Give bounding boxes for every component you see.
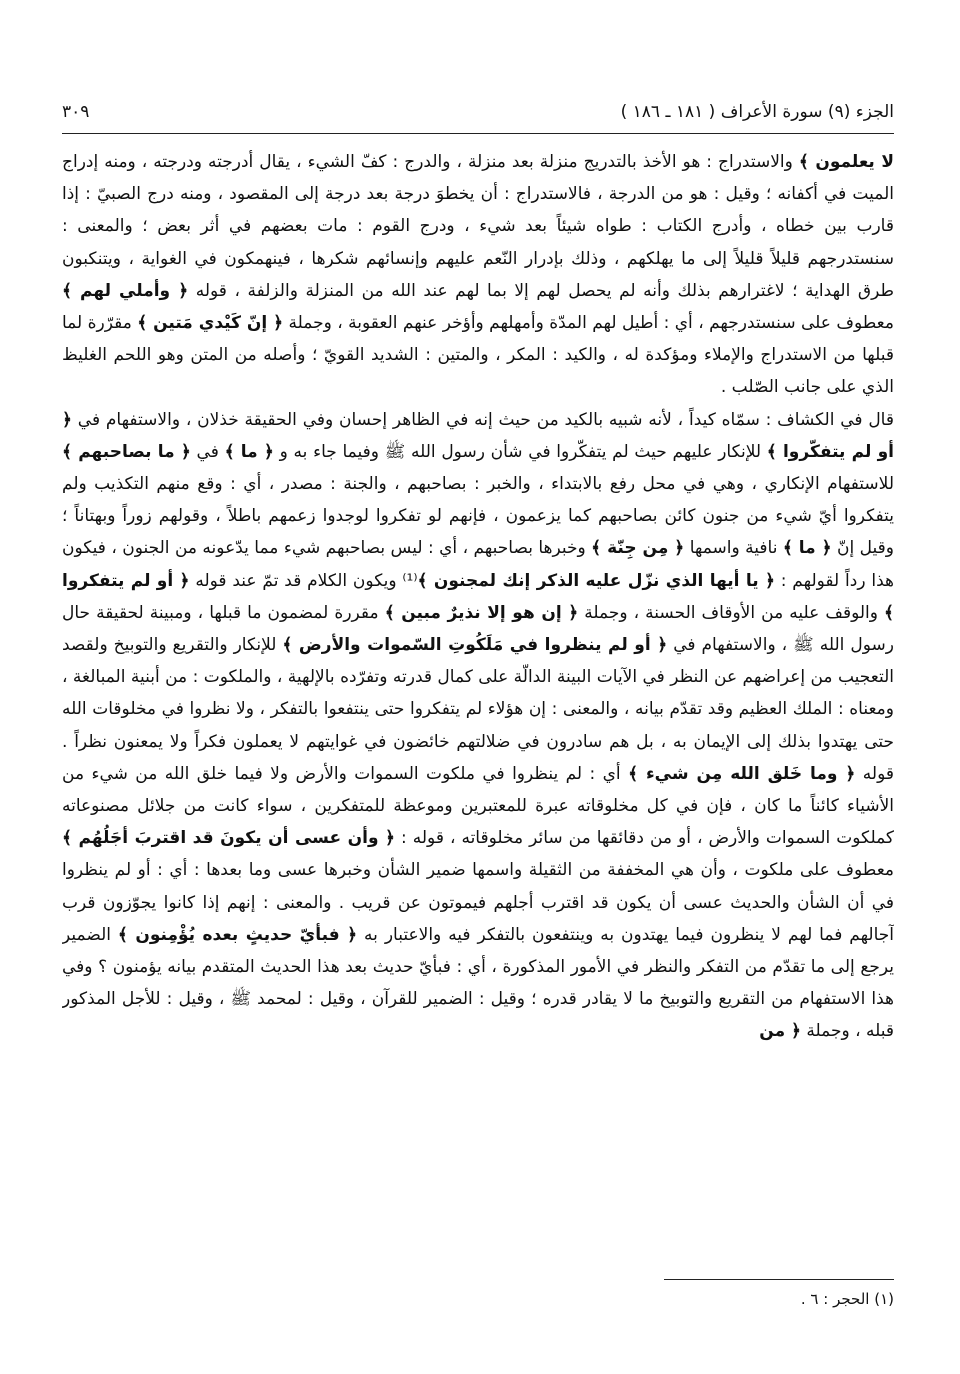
quran-quote: ﴿ من [759, 1021, 801, 1042]
quran-quote: ﴿ مِن جِنّة ﴾ [591, 538, 685, 559]
quran-quote: ﴿ ما ﴾ [782, 538, 832, 559]
paragraph [62, 146, 894, 404]
quran-quote: ﴿ وما خَلق الله مِن شيء ﴾ [628, 763, 856, 784]
header-divider [62, 133, 894, 134]
quran-quote: ﴿ ما ﴾ [224, 441, 274, 462]
page-header [62, 96, 894, 128]
quran-quote: ﴿ وأن عسى أن يكونَ قد اقتربَ أجَلُهُم ﴾ [62, 828, 395, 849]
text-run: للاستفهام الإنكاري ، وهي في محل رفع بالابتداء ، والخبر : بصاحبهم ، والجنة : مصدر ، أي : وقع منهم التكذيب ولم يتفكروا أيّ شيء من جنون كائن بصاحبهم كما يزعمون ، فإنهم لو تفكروا لوجدوا زعمهم باطلاً ، وقولهم زوراً وبهتاناً ؛ وقيل إنّ [62, 474, 894, 559]
text-run: للإنكار عليهم حيث لم يتفكّروا في شأن رسول الله ﷺ وفيما جاء به و [273, 441, 767, 462]
text-run: والوقف عليه من الأوقاف الحسنة ، وجملة [578, 602, 885, 623]
text-run: معطوف على سنستدرجهم ، أي : أطيل لهم المدّة وأمهلهم وأؤخر عنهم العقوبة ، وجملة [283, 313, 894, 334]
quran-quote: ﴿ إن هو إلا نذيرٌ مبين ﴾ [384, 602, 579, 623]
quran-quote: ﴿ أو لم يتفكّروا ﴾ [62, 409, 894, 462]
text-run: مقرّرة لما قبلها من الاستدراج والإملاء ومؤكدة له ، والكيد : المكر ، والمتين : الشديد القويّ ؛ وأصله من المتن وهو اللحم الغليظ الذي على جانب الصّلب . [62, 313, 894, 398]
quran-quote: ﴿ فبأيّ حديثٍ بعده يُؤْمِنون ﴾ [117, 924, 358, 945]
quran-quote: ﴿ إنّ كَيْدي مَتين ﴾ [137, 313, 284, 334]
running-title: الجزء (٩) سورة الأعراف ( ١٨١ ـ ١٨٦ ) [620, 102, 894, 122]
quran-quote: ﴿ ما بصاحبهم ﴾ [62, 441, 191, 462]
text-run: أي : لم ينظروا في ملكوت السموات والأرض ولا فيما خلق الله من شيء من الأشياء كائناً ما كان ، فإن في كل مخلوقاته عبرة للمعتبرين وموعظة للمتفكرين ، سواء كانت من جلائل مصنوعاته كملكوت السموات والأرض ، أو من دقائقها من سائر مخلوقاته ، قوله : [62, 763, 894, 849]
text-run: نافية واسمها [684, 538, 783, 559]
text-run: للإنكار والتقريع والتوبيخ ولقصد التعجيب من إعراضهم عن النظر في الآيات البينة الدالّة على كمال قدرته وتفرّده بالإلهية ، والملكوت : من أبنية المبالغة ، ومعناه : الملك العظيم وقد تقدّم بيانه ، والمعنى : إن هؤلاء لم يتفكروا حتى ينتفعوا بالتفكر ، ولا نظروا في مخلوقات الله حتى يهتدوا بذلك إلى الإيمان به ، بل هم سادرون في ضلالتهم خائضون في غوايتهم لا يعملون فكراً ولا يمعنون نظراً . قوله [62, 635, 894, 784]
text-run: معطوف على ملكوت ، وأن هي المخففة من الثقيلة واسمها ضمير الشأن وخبرها عسى وما بعدها : أي : أو لم ينظروا في أن الشأن والحديث عسى أن يكون قد اقترب أجلهم فيموتون عن قريب . والمعنى : إنهم إذا كانوا يجوّزون قرب آجالهم فما لهم لا ينظرون فيما يهتدون به وينتفعون بالتفكر فيه والاعتبار به [62, 860, 894, 945]
text-run: والاستدراج : هو الأخذ بالتدريج منزلة بعد منزلة ، والدرج : كفّ الشيء ، يقال أدرجته ودرجته ، ومنه إدراج الميت في أكفانه ؛ وقيل : هو من الدرجة ، فالاستدراج : أن يخطوَ درجة بعد درجة إلى المقصود ، ومنه درج الصبيّ : إذا قارب بين خطاه ، وأدرج الكتاب : طواه شيئاً بعد شيء ، ودرج القوم : مات بعضهم في أثر بعض ؛ والمعنى : سنستدرجهم قليلاً قليلاً إلى ما يهلكهم ، وذلك بإدرار النّعم عليهم وإنسائهم شكرها ، فينهمكون في الغواية ، ويتنكبون طرق الهداية ؛ لاغترارهم بذلك وأنه لم يحصل لهم إلا بما لهم عند الله من المنزلة والزلفة ، قوله [62, 152, 894, 301]
text-run: قال في الكشاف : سمّاه كيداً ، لأنه شبيه بالكيد من حيث إنه في الظاهر إحسان وفي الحقيقة خذلان ، والاستفهام في [71, 409, 894, 430]
text-run: ⁽¹⁾ ويكون الكلام قد تمّ عند قوله [189, 570, 418, 591]
footnote: (١) الحجر : ٦ . [800, 1290, 894, 1308]
page-number: ٣٠٩ [62, 102, 90, 122]
footnote-divider [664, 1279, 894, 1280]
quran-quote: ﴿ أو لم ينظروا في مَلَكُوتِ السّموات والأرض ﴾ [282, 635, 668, 656]
quran-quote: ﴿ يا أيها الذي نزّل عليه الذكر إنك لمجنون ﴾ [417, 570, 775, 591]
text-run: مقررة لمضمون ما قبلها ، ومبينة لحقيقة حال رسول الله ﷺ ، والاستفهام في [62, 602, 894, 656]
paragraph [62, 404, 894, 1048]
text-run: الضمير يرجع إلى ما تقدّم من التفكر والنظر في الأمور المذكورة ، أي : فبأيّ حديث بعد هذا الحديث المتقدم بيانه يؤمنون ؟ وفي هذا الاستفهام من التقريع والتوبيخ ما لا يقادر قدره ؛ وقيل : الضمير للقرآن ، وقيل : لمحمد ﷺ ، وقيل : للأجل المذكور قبله ، وجملة [62, 924, 894, 1042]
quran-quote: لا يعلمون ﴾ [798, 152, 894, 172]
quran-quote: ﴿ وأملي لهم ﴾ [62, 280, 189, 301]
quran-quote: ﴿ أو لم يتفكروا ﴾ [62, 570, 894, 623]
text-run: في [190, 441, 225, 462]
body-text [62, 146, 894, 1261]
text-run: وخبرها بصاحبهم ، أي : ليس بصاحبهم شيء مما يدّعونه من الجنون ، فيكون هذا رداً لقولهم : [62, 538, 894, 591]
